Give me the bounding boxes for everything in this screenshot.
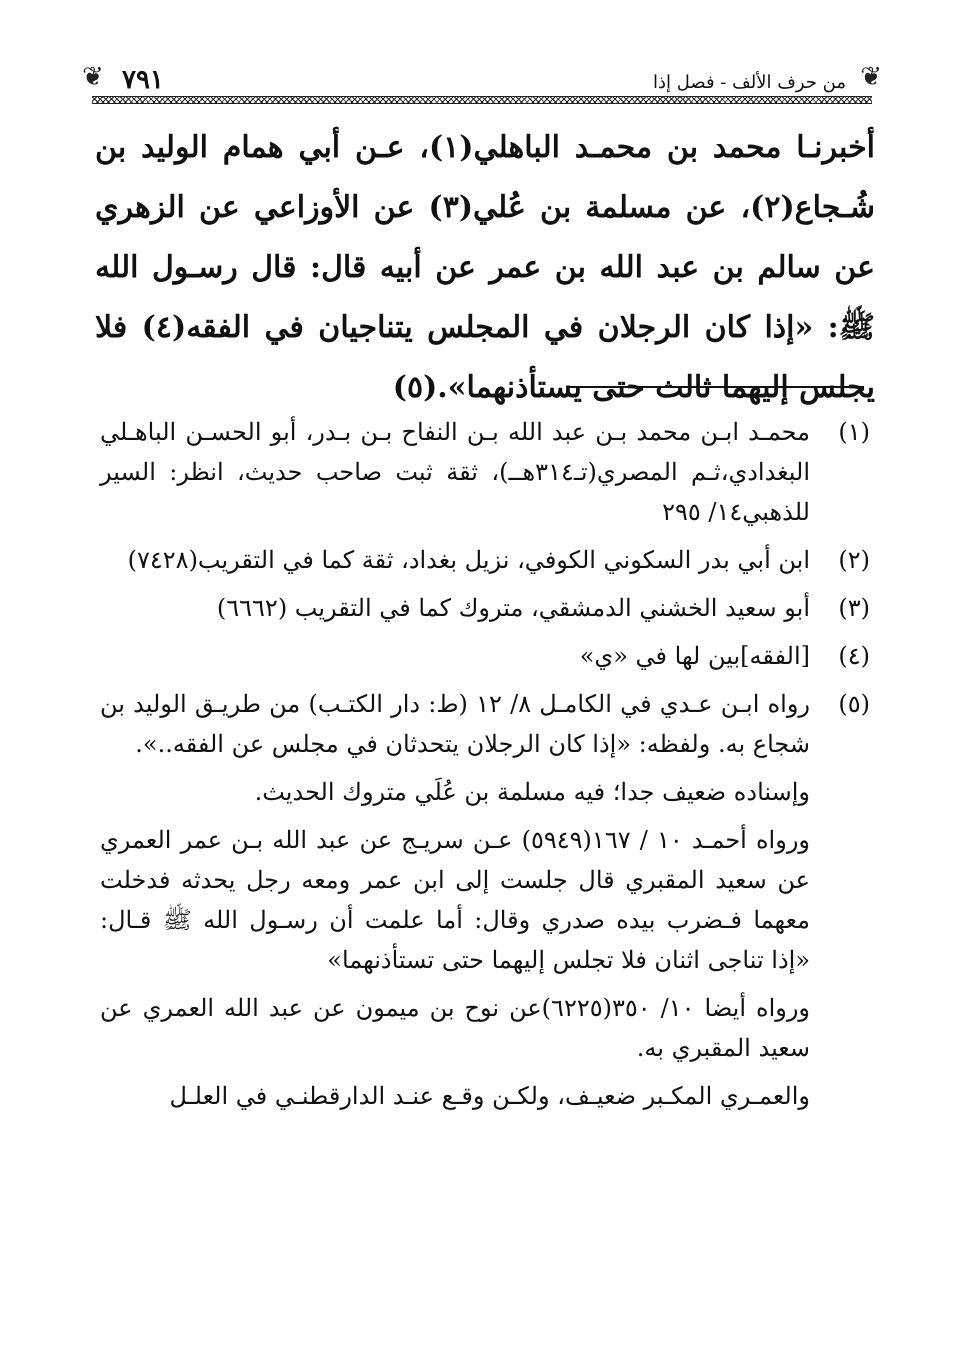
chapter-title: من حرف الألف - فصل إذا <box>653 72 846 93</box>
footnote-separator <box>568 386 864 388</box>
footnote-continuation: ورواه أحمـد ١٠ / ١٦٧(٥٩٤٩) عـن سريـج عن عبد الله بـن عمر العمري عن سعيد المقبري قال جلست إلى ابن عمر ومعه رجل يحدثه فدخلت معهما فـضرب بيده صدري وقال: أما علمت أن رسـول الله ﷺ قـال: «إذا تناجى اثنان فلا تجلس إليهما حتى تستأذنهما» <box>100 826 811 974</box>
footnote-text: ابن أبي بدر السكوني الكوفي، نزيل بغداد، ثقة كما في التقريب(٧٤٢٨) <box>127 546 810 574</box>
footnote-continuation: والعمـري المكـبر ضعيـف، ولكـن وقـع عنـد الدارقطنـي في العلـل <box>169 1082 810 1110</box>
footnote-1 <box>100 412 870 532</box>
footnote-4 <box>100 636 870 676</box>
page-header <box>82 58 882 104</box>
header-border <box>92 96 872 104</box>
footnote-2 <box>100 540 870 580</box>
footnote-3 <box>100 588 870 628</box>
footnote-continuation: ورواه أيضا ١٠/ ٣٥٠(٦٢٢٥)عن نوح بن ميمون عن عبد الله العمري عن سعيد المقبري به. <box>100 994 811 1062</box>
main-paragraph: أخبرنـا محمد بن محمـد الباهلي(١)، عـن أبي همام الوليد بن شُـجاع(٢)، عن مسلمة بن عُلي(٣) عن الأوزاعي عن الزهري عن سالم بن عبد الله بن عمر عن أبيه قال: قال رسـول الله ﷺ: «إذا كان الرجلان في المجلس يتناجيان في الفقه(٤) فلا يجلس إليهما ثالث حتى يستأذنهما».(٥) <box>95 130 875 405</box>
page-number: ٧٩١ <box>122 65 164 95</box>
footnote-text: محمـد ابـن محمد بـن عبد الله بـن النفاح بـن بـدر، أبو الحسـن الباهـلي البغدادي،ثـم المصري(تـ٣١٤هــ)، ثقة ثبت صاحب حديث، انظر: السير للذهبي١٤/ ٢٩٥ <box>100 418 810 526</box>
footnote-text: أبو سعيد الخشني الدمشقي، متروك كما في التقريب (٦٦٦٢) <box>216 594 810 622</box>
footnote-number: (٥) <box>838 690 870 718</box>
footnotes <box>100 412 870 1124</box>
footnote-continuation: وإسناده ضعيف جدا؛ فيه مسلمة بن عُلَي متروك الحديث. <box>254 778 810 806</box>
main-text-block <box>95 118 875 418</box>
footnote-5 <box>100 684 870 764</box>
footnote-number: (٤) <box>838 642 870 670</box>
ornament-left-icon: ❦ <box>82 62 104 92</box>
footnote-text: [الفقه]بين لها في «ي» <box>579 642 810 670</box>
ornament-right-icon: ❦ <box>860 62 882 92</box>
footnote-number: (١) <box>838 418 870 446</box>
footnote-number: (٢) <box>838 546 870 574</box>
footnote-text: رواه ابـن عـدي في الكامـل ٨/ ١٢ (ط: دار الكتـب) من طريـق الوليد بن شجاع به. ولفظه: «إذا كان الرجلان يتحدثان في مجلس عن الفقه..». <box>100 690 810 758</box>
footnote-number: (٣) <box>838 594 870 622</box>
